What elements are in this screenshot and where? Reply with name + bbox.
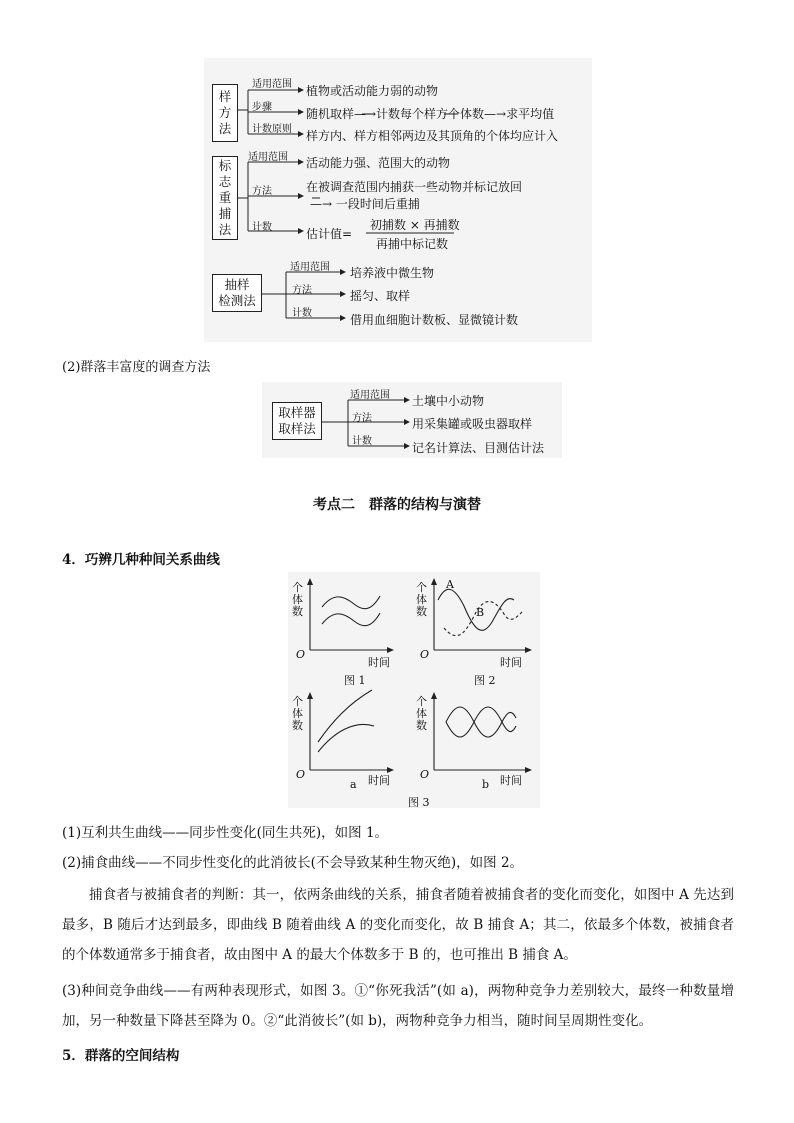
biaozhi-char: 重 <box>218 190 232 205</box>
yangfang-label-box <box>212 84 238 142</box>
fig1-caption: 图 1 <box>344 674 366 687</box>
biaozhi-text-method-2: —→ 一段时间后重捕 <box>310 197 420 211</box>
yangfang-tag-steps: 步骤 <box>252 102 272 113</box>
g2-origin: O <box>420 648 430 661</box>
biaozhi-tag-count: 计数 <box>252 222 272 233</box>
y-char: 数 <box>416 605 427 618</box>
diagram-sampling-methods <box>204 58 592 342</box>
ga-caption: a <box>350 778 357 791</box>
paragraph-mutualism: (1)互利共生曲线——同步性变化(同生共死)，如图 1。 <box>62 825 389 841</box>
graphs-panel <box>288 572 540 808</box>
gb-origin: O <box>420 768 430 781</box>
g2-label-A: A <box>446 578 454 591</box>
y-char: 个 <box>416 581 427 594</box>
yangfang-char: 方 <box>218 105 232 120</box>
g2-y-label <box>416 582 428 618</box>
d2-tag-scope: 适用范围 <box>350 390 390 401</box>
ga-y-label <box>292 696 304 732</box>
paragraph-predator-judgement: 捕食者与被捕食者的判断：其一，依两条曲线的关系，捕食者随着被捕食者的变化而变化，如图中 A 先达到最多，B 随后才达到最多，即曲线 B 随着曲线 A 的变化而变化，故 B 捕食 A；其二，依最多个体数，被捕食者的个体数通常多于捕食者，故由图中 A 的最大个体数多于 B 的，也可推出 B 捕食 A。 <box>62 887 734 963</box>
heading-5: 5．群落的空间结构 <box>62 1048 180 1064</box>
fig3-caption: 图 3 <box>408 796 430 809</box>
quyangqi-line: 取样器 <box>278 405 316 420</box>
chouyang-text-method: 摇匀、取样 <box>350 289 411 303</box>
ga-curve-2 <box>318 724 374 752</box>
ga-curve-1 <box>318 690 372 742</box>
ga-x-label: 时间 <box>368 774 390 787</box>
d2-text-method: 用采集罐或吸虫器取样 <box>412 417 533 431</box>
y-char: 数 <box>416 719 427 732</box>
biaozhi-label-box <box>212 156 238 240</box>
chouyang-line: 抽样 <box>224 277 250 292</box>
g2-label-B: B <box>476 606 485 619</box>
g1-curve-lower <box>322 613 380 626</box>
y-char: 体 <box>292 707 303 720</box>
chouyang-text-scope: 培养液中微生物 <box>350 266 435 280</box>
d2-text-count: 记名计算法、目测估计法 <box>412 441 545 455</box>
paragraph-competition: (3)种间竞争曲线——有两种表现形式，如图 3。①“你死我活”(如 a)，两物种竞争力差别较大，最终一种数量增加，另一种数量下降甚至降为 0。②“此消彼长”(如 b)，两物种竞争力相当，随时间呈周期性变化。 <box>62 983 734 1029</box>
d2-tag-count: 计数 <box>352 436 372 447</box>
biaozhi-tag-method: 方法 <box>252 186 272 197</box>
yangfang-tag-scope: 适用范围 <box>252 79 292 90</box>
yangfang-char: 法 <box>218 121 232 136</box>
kaodian-title: 考点二 群落的结构与演替 <box>313 497 481 513</box>
gb-caption: b <box>482 778 490 791</box>
g1-y-label <box>292 582 304 618</box>
yangfang-text-steps: 随机取样—→计数每个样方个体数—→求平均值 <box>306 107 555 121</box>
chouyang-tag-method: 方法 <box>292 285 312 296</box>
d2-text-scope: 土壤中小动物 <box>412 394 485 408</box>
gb-x-label: 时间 <box>500 774 522 787</box>
biaozhi-denominator: 再捕中标记数 <box>376 237 449 251</box>
y-char: 个 <box>292 581 303 594</box>
biaozhi-numerator: 初捕数 × 再捕数 <box>370 218 460 232</box>
fig2-caption: 图 2 <box>474 674 496 687</box>
biaozhi-text-scope: 活动能力强、范围大的动物 <box>306 156 451 170</box>
paragraph-predation: (2)捕食曲线——不同步性变化的此消彼长(不会导致某种生物灭绝)，如图 2。 <box>62 855 524 871</box>
chouyang-line: 检测法 <box>218 293 256 308</box>
diagram-richness-method <box>262 382 562 458</box>
section-2-title: (2)群落丰富度的调查方法 <box>62 360 211 375</box>
chouyang-tag-count: 计数 <box>292 308 312 319</box>
d2-tag-method: 方法 <box>352 413 372 424</box>
yangfang-text-scope: 植物或活动能力弱的动物 <box>306 84 439 98</box>
y-char: 个 <box>416 695 427 708</box>
g2-x-label: 时间 <box>500 656 522 669</box>
yangfang-text-count: 样方内、样方相邻两边及其顶角的个体均应计入 <box>306 129 559 143</box>
y-char: 体 <box>416 593 427 606</box>
quyangqi-label-box <box>272 402 322 440</box>
yangfang-tag-count: 计数原则 <box>252 124 292 135</box>
chouyang-label-box <box>212 274 262 312</box>
chouyang-text-count: 借用血细胞计数板、显微镜计数 <box>350 313 519 327</box>
y-char: 体 <box>416 707 427 720</box>
yangfang-char: 样 <box>218 89 232 104</box>
biaozhi-char: 法 <box>218 222 232 237</box>
biaozhi-char: 志 <box>218 174 232 189</box>
g1-origin: O <box>296 648 306 661</box>
quyangqi-line: 取样法 <box>278 421 316 436</box>
biaozhi-text-method: 在被调查范围内捕获一些动物并标记放回 <box>306 180 523 194</box>
y-char: 数 <box>292 719 303 732</box>
y-char: 体 <box>292 593 303 606</box>
g1-curve-upper <box>322 596 380 609</box>
g1-x-label: 时间 <box>368 656 390 669</box>
biaozhi-text-estimate: 估计值= <box>306 227 353 241</box>
biaozhi-char: 标 <box>218 158 232 173</box>
y-char: 数 <box>292 605 303 618</box>
gb-y-label <box>416 696 428 732</box>
biaozhi-tag-scope: 适用范围 <box>248 152 288 163</box>
y-char: 个 <box>292 695 303 708</box>
biaozhi-char: 捕 <box>218 206 232 221</box>
ga-origin: O <box>296 768 306 781</box>
heading-4: 4．巧辨几种种间关系曲线 <box>62 552 220 568</box>
chouyang-tag-scope: 适用范围 <box>290 262 330 273</box>
